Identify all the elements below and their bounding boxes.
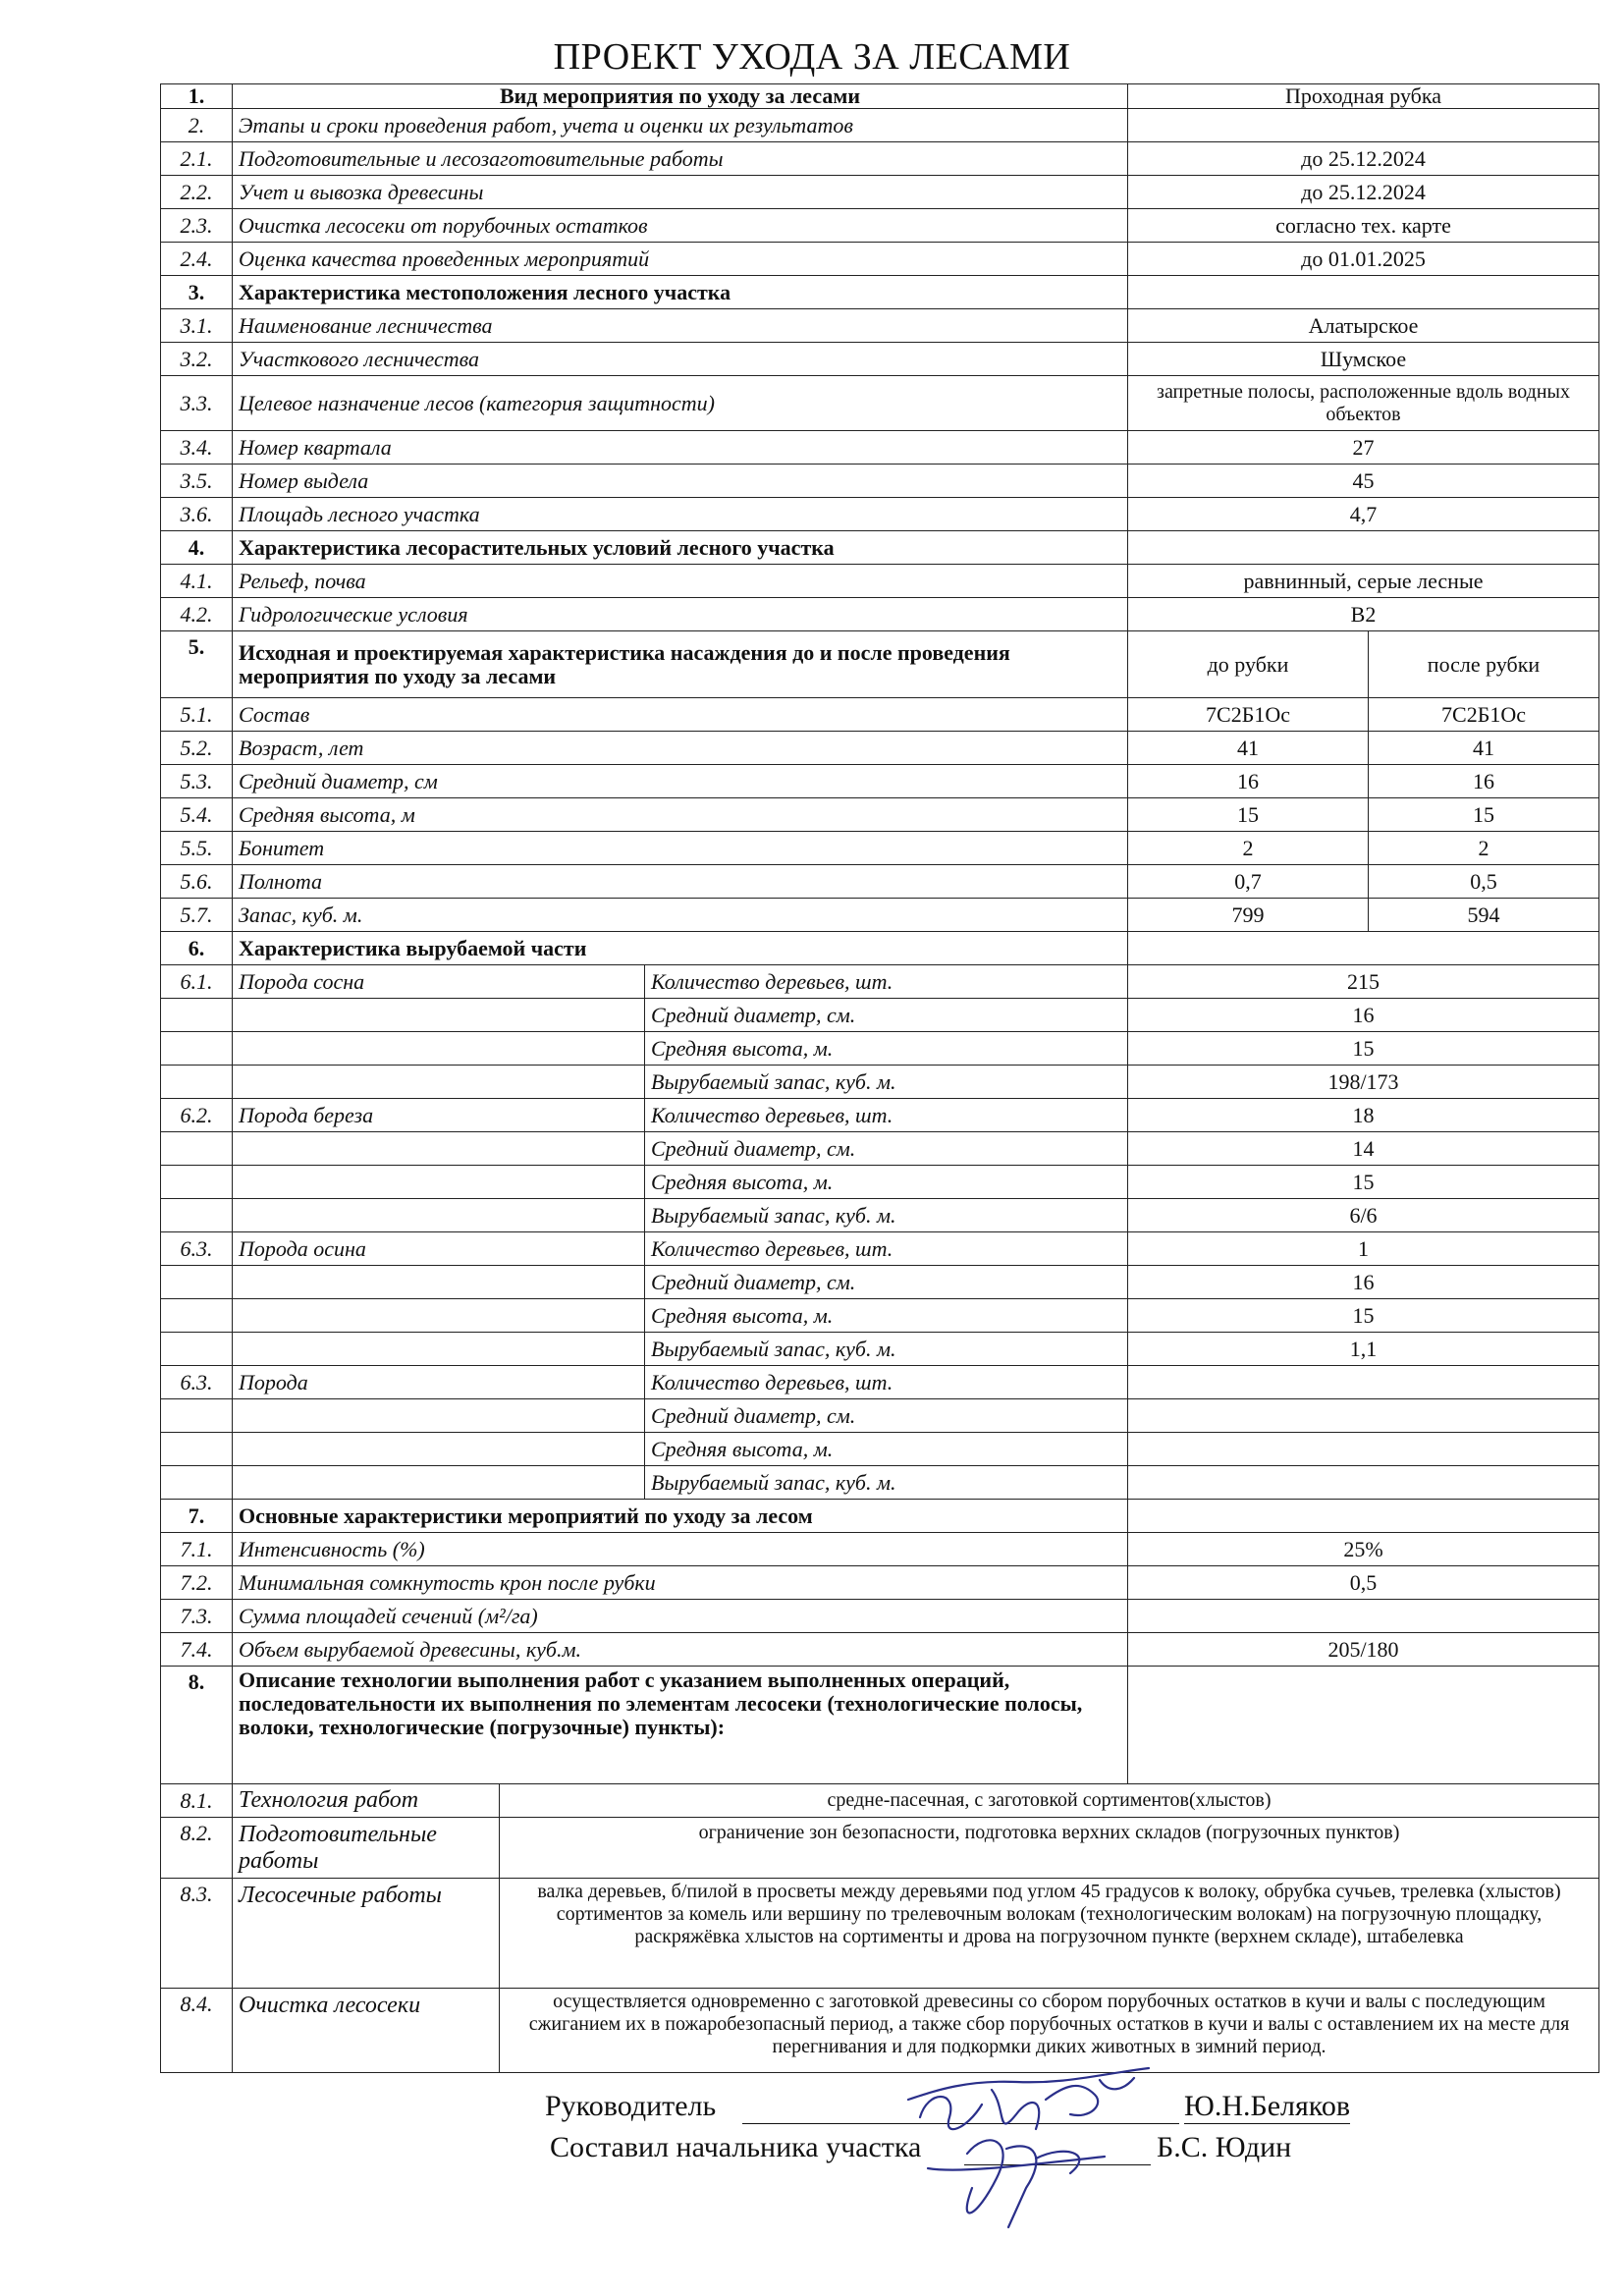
row-label: Учет и вывозка древесины [233,176,1128,209]
column-header-before: до рубки [1128,631,1369,698]
row-number: 6.3. [161,1232,233,1266]
row-label: Участкового лесничества [233,343,1128,376]
row-number: 7.4. [161,1633,233,1667]
parameter-value [1128,1433,1599,1466]
row-number: 2.4. [161,243,233,276]
row-value [1128,531,1599,565]
row-value: 25% [1128,1533,1599,1566]
row-value: запретные полосы, расположенные вдоль водных объектов [1128,376,1599,431]
table-row [161,465,1599,498]
row-label: Описание технологии выполнения работ с указанием выполненных операций, последовательности их выполнения по элементам лесосеки (технологические полосы, волоки, технологические (погрузочные) пункты): [233,1667,1128,1784]
table-row [161,1600,1599,1633]
table-row [161,1199,1599,1232]
column-header-after: после рубки [1369,631,1599,698]
value-after: 15 [1369,798,1599,832]
row-number: 6.3. [161,1366,233,1399]
table-row [161,1500,1599,1533]
table-row [161,1433,1599,1466]
row-number [161,1166,233,1199]
forest-care-table [160,83,1599,1784]
parameter-label: Средняя высота, м. [645,1433,1128,1466]
row-number: 7. [161,1500,233,1533]
row-number: 3.1. [161,309,233,343]
parameter-value: 6/6 [1128,1199,1599,1232]
row-label: Целевое назначение лесов (категория защитности) [233,376,1128,431]
table-row [161,798,1599,832]
row-number: 4. [161,531,233,565]
row-value [1128,1667,1599,1784]
value-after: 16 [1369,765,1599,798]
row-number [161,1466,233,1500]
row-number: 3.3. [161,376,233,431]
row-number: 6.1. [161,965,233,999]
table-row [161,1366,1599,1399]
document-title: ПРОЕКТ УХОДА ЗА ЛЕСАМИ [553,36,1071,78]
table-row [161,176,1599,209]
species-name [233,1399,645,1433]
value-before: 0,7 [1128,865,1369,899]
row-value: средне-пасечная, с заготовкой сортиментов(хлыстов) [500,1784,1599,1818]
parameter-label: Средний диаметр, см. [645,1399,1128,1433]
table-row [161,1879,1599,1989]
row-number: 3. [161,276,233,309]
table-row [161,498,1599,531]
row-number: 7.1. [161,1533,233,1566]
species-name [233,1299,645,1333]
row-value: Проходная рубка [1128,84,1599,109]
row-number: 8.2. [161,1818,233,1879]
row-number: 6. [161,932,233,965]
parameter-label: Количество деревьев, шт. [645,1366,1128,1399]
table-row [161,309,1599,343]
row-value: 4,7 [1128,498,1599,531]
value-after: 7С2Б1Ос [1369,698,1599,732]
table-row [161,1818,1599,1879]
row-number [161,1433,233,1466]
table-row [161,1266,1599,1299]
parameter-label: Средняя высота, м. [645,1299,1128,1333]
row-number [161,1132,233,1166]
row-number: 3.4. [161,431,233,465]
table-row [161,1333,1599,1366]
row-value: равнинный, серые лесные [1128,565,1599,598]
row-number: 8.4. [161,1989,233,2073]
row-value [1128,1600,1599,1633]
table-row [161,243,1599,276]
row-number [161,1266,233,1299]
row-label: Лесосечные работы [233,1879,500,1989]
row-number [161,1066,233,1099]
table-row [161,999,1599,1032]
technology-table [160,1783,1599,2073]
row-number: 6.2. [161,1099,233,1132]
row-value: В2 [1128,598,1599,631]
parameter-value: 14 [1128,1132,1599,1166]
parameter-value: 1,1 [1128,1333,1599,1366]
value-after: 0,5 [1369,865,1599,899]
species-name: Порода сосна [233,965,645,999]
table-row [161,1032,1599,1066]
species-name [233,1032,645,1066]
row-value: валка деревьев, б/пилой в просветы между деревьями под углом 45 градусов к волоку, обрубка сучьев, трелевка (хлыстов) сортиментов за комель или вершину по трелевочным волокам (технологическим волокам) на погрузочную площадку, раскряжёвка хлыстов на сортименты и дрова на погрузочном пункте (верхнем складе), штабелевка [500,1879,1599,1989]
table-row [161,209,1599,243]
table-row [161,1166,1599,1199]
row-number: 3.6. [161,498,233,531]
row-label: Бонитет [233,832,1128,865]
table-row [161,899,1599,932]
row-value [1128,276,1599,309]
parameter-value [1128,1466,1599,1500]
table-row [161,343,1599,376]
parameter-label: Средняя высота, м. [645,1166,1128,1199]
species-name: Порода береза [233,1099,645,1132]
row-label: Интенсивность (%) [233,1533,1128,1566]
table-row [161,1633,1599,1667]
parameter-label: Вырубаемый запас, куб. м. [645,1066,1128,1099]
row-value [1128,1500,1599,1533]
row-value: 45 [1128,465,1599,498]
row-number: 4.1. [161,565,233,598]
value-after: 594 [1369,899,1599,932]
table-row [161,932,1599,965]
row-label: Объем вырубаемой древесины, куб.м. [233,1633,1128,1667]
parameter-value [1128,1399,1599,1433]
row-label: Подготовительные и лесозаготовительные работы [233,142,1128,176]
row-number: 5.7. [161,899,233,932]
row-label: Подготовительные работы [233,1818,500,1879]
row-value: до 25.12.2024 [1128,176,1599,209]
value-before: 799 [1128,899,1369,932]
row-value: Шумское [1128,343,1599,376]
table-row [161,1399,1599,1433]
row-number: 5.6. [161,865,233,899]
species-name [233,1333,645,1366]
row-number: 8.1. [161,1784,233,1818]
row-label: Характеристика лесорастительных условий лесного участка [233,531,1128,565]
value-after: 41 [1369,732,1599,765]
table-row [161,732,1599,765]
row-value: до 25.12.2024 [1128,142,1599,176]
parameter-value: 15 [1128,1166,1599,1199]
row-number [161,1299,233,1333]
row-number: 5.1. [161,698,233,732]
parameter-label: Средний диаметр, см. [645,999,1128,1032]
table-row [161,765,1599,798]
row-label: Номер выдела [233,465,1128,498]
row-number: 5.4. [161,798,233,832]
table-row [161,1566,1599,1600]
row-value: ограничение зон безопасности, подготовка верхних складов (погрузочных пунктов) [500,1818,1599,1879]
species-name: Порода [233,1366,645,1399]
row-label: Запас, куб. м. [233,899,1128,932]
row-label: Полнота [233,865,1128,899]
parameter-value: 1 [1128,1232,1599,1266]
parameter-label: Количество деревьев, шт. [645,1232,1128,1266]
value-before: 16 [1128,765,1369,798]
parameter-value: 198/173 [1128,1066,1599,1099]
row-label: Возраст, лет [233,732,1128,765]
species-name [233,1199,645,1232]
species-name: Порода осина [233,1232,645,1266]
species-name [233,999,645,1032]
row-label: Технология работ [233,1784,500,1818]
table-row [161,1466,1599,1500]
table-row [161,565,1599,598]
row-label: Номер квартала [233,431,1128,465]
row-value [1128,109,1599,142]
row-label: Состав [233,698,1128,732]
row-label: Средний диаметр, см [233,765,1128,798]
row-label: Гидрологические условия [233,598,1128,631]
parameter-label: Количество деревьев, шт. [645,965,1128,999]
parameter-value: 18 [1128,1099,1599,1132]
row-value: осуществляется одновременно с заготовкой древесины со сбором порубочных остатков в кучи и валы с последующим сжиганием их в пожаробезопасный период, а также сбор порубочных остатков в кучи и валы с оставлением их на месте для перегнивания и для подкормки диких животных в зимний период. [500,1989,1599,2073]
head-label: Руководитель [545,2090,717,2122]
row-label: Вид мероприятия по уходу за лесами [233,84,1128,109]
table-row [161,631,1599,698]
table-row [161,376,1599,431]
parameter-value: 16 [1128,1266,1599,1299]
table-row [161,1232,1599,1266]
row-value: до 01.01.2025 [1128,243,1599,276]
table-row [161,1066,1599,1099]
row-label: Очистка лесосеки [233,1989,500,2073]
row-value: 0,5 [1128,1566,1599,1600]
row-label: Сумма площадей сечений (м²/га) [233,1600,1128,1633]
row-value: 205/180 [1128,1633,1599,1667]
compiler-name: Б.С. Юдин [1157,2131,1292,2163]
parameter-label: Количество деревьев, шт. [645,1099,1128,1132]
row-label: Этапы и сроки проведения работ, учета и оценки их результатов [233,109,1128,142]
species-name [233,1066,645,1099]
row-number: 7.3. [161,1600,233,1633]
value-before: 41 [1128,732,1369,765]
row-number: 2.2. [161,176,233,209]
row-number [161,1399,233,1433]
parameter-value: 16 [1128,999,1599,1032]
row-number: 2.3. [161,209,233,243]
table-row [161,531,1599,565]
row-number: 7.2. [161,1566,233,1600]
table-row [161,1132,1599,1166]
table-row [161,276,1599,309]
row-number [161,1333,233,1366]
handwritten-signature [898,2060,1164,2237]
row-label: Очистка лесосеки от порубочных остатков [233,209,1128,243]
parameter-value [1128,1366,1599,1399]
table-row [161,1784,1599,1818]
table-row [161,1533,1599,1566]
parameter-label: Средний диаметр, см. [645,1266,1128,1299]
parameter-value: 15 [1128,1299,1599,1333]
row-number: 1. [161,84,233,109]
head-name: Ю.Н.Беляков [1184,2090,1351,2122]
row-number: 5.3. [161,765,233,798]
parameter-label: Вырубаемый запас, куб. м. [645,1199,1128,1232]
species-name [233,1433,645,1466]
table-row [161,1667,1599,1784]
row-label: Оценка качества проведенных мероприятий [233,243,1128,276]
parameter-label: Средняя высота, м. [645,1032,1128,1066]
table-row [161,865,1599,899]
row-number: 5.5. [161,832,233,865]
row-number: 5. [161,631,233,698]
row-label: Характеристика вырубаемой части [233,932,1128,965]
table-row [161,142,1599,176]
parameter-value: 15 [1128,1032,1599,1066]
species-name [233,1266,645,1299]
table-row [161,698,1599,732]
row-label: Наименование лесничества [233,309,1128,343]
row-label: Минимальная сомкнутость крон после рубки [233,1566,1128,1600]
row-number [161,999,233,1032]
parameter-value: 215 [1128,965,1599,999]
table-row [161,965,1599,999]
row-number: 3.2. [161,343,233,376]
row-value: Алатырское [1128,309,1599,343]
row-number: 3.5. [161,465,233,498]
species-rows [161,965,1599,1500]
row-number: 4.2. [161,598,233,631]
value-before: 7С2Б1Ос [1128,698,1369,732]
species-name [233,1166,645,1199]
row-number: 8.3. [161,1879,233,1989]
table-row [161,1989,1599,2073]
row-number [161,1032,233,1066]
table-row [161,1099,1599,1132]
row-number: 2. [161,109,233,142]
table-row [161,84,1599,109]
row-number [161,1199,233,1232]
row-label: Площадь лесного участка [233,498,1128,531]
row-value [1128,932,1599,965]
row-number: 5.2. [161,732,233,765]
value-before: 2 [1128,832,1369,865]
row-label: Исходная и проектируемая характеристика насаждения до и после проведения мероприятия по уходу за лесами [233,631,1128,698]
compiler-label: Составил начальника участка [550,2131,922,2163]
row-number: 2.1. [161,142,233,176]
row-label: Средняя высота, м [233,798,1128,832]
row-value: согласно тех. карте [1128,209,1599,243]
species-name [233,1466,645,1500]
value-after: 2 [1369,832,1599,865]
table-row [161,431,1599,465]
table-row [161,832,1599,865]
parameter-label: Вырубаемый запас, куб. м. [645,1333,1128,1366]
table-row [161,598,1599,631]
row-label: Рельеф, почва [233,565,1128,598]
row-number: 8. [161,1667,233,1784]
parameter-label: Вырубаемый запас, куб. м. [645,1466,1128,1500]
species-name [233,1132,645,1166]
parameter-label: Средний диаметр, см. [645,1132,1128,1166]
table-row [161,109,1599,142]
table-row [161,1299,1599,1333]
value-before: 15 [1128,798,1369,832]
row-label: Основные характеристики мероприятий по уходу за лесом [233,1500,1128,1533]
row-label: Характеристика местоположения лесного участка [233,276,1128,309]
row-value: 27 [1128,431,1599,465]
